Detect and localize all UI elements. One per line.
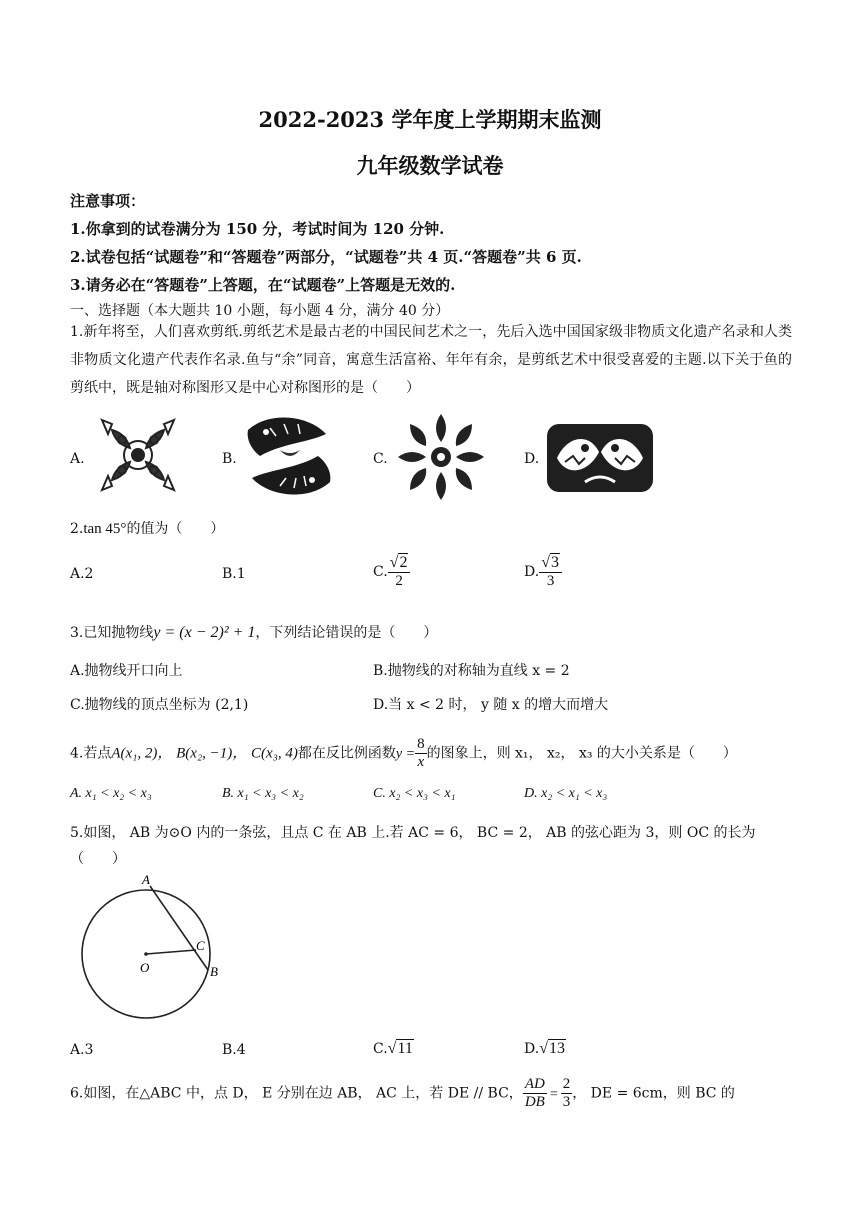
q4-option-b: B. x₁ < x₃ < x₂: [222, 786, 304, 801]
q4-points: A(x₁, 2)， B(x₂, −1)， C(x₃, 4): [111, 745, 298, 762]
fish-papercut-c-image: [390, 408, 492, 506]
q2-option-b: B.1: [222, 566, 246, 582]
notice-item-3: 3.请务必在“答题卷”上答题，在“试题卷”上答题是无效的.: [70, 276, 456, 294]
q2-option-d-denominator: 3: [546, 573, 555, 589]
q2-option-c: C. $\frac{√2}{2}$: [373, 554, 410, 590]
q4-stem: [70, 736, 737, 771]
notice-heading: 注意事项：: [70, 192, 146, 210]
q3-option-c: C.抛物线的顶点坐标为 (2,1): [70, 697, 249, 713]
q5-stem-line1: 5.如图， AB 为⊙O 内的一条弦，且点 C 在 AB 上.若 AC = 6， BC = 2， AB 的弦心距为 3，则 OC 的长为: [70, 825, 756, 841]
q3-stem: [70, 622, 437, 642]
q3-option-b: B.抛物线的对称轴为直线 x = 2: [373, 663, 570, 679]
fish-papercut-d-image: [545, 422, 655, 494]
q4-function-numerator: 8: [417, 736, 425, 752]
q4-function-lhs: y =: [395, 746, 416, 762]
label-o: O: [140, 960, 150, 975]
segment-oc: [146, 950, 196, 954]
q2-option-c-denominator: 2: [395, 573, 403, 589]
label-c: C: [196, 938, 205, 953]
notice-item-1: 1.你拿到的试卷满分为 150 分，考试时间为 120 分钟.: [70, 220, 445, 238]
q2-option-c-numerator: 2: [399, 554, 408, 571]
q4-function-denominator: x: [417, 754, 425, 770]
q5-option-a: A.3: [70, 1042, 94, 1058]
q2-stem: [70, 518, 224, 538]
q6-suffix: ， DE = 6cm，则 BC 的: [572, 1085, 735, 1102]
center-point: [144, 952, 148, 956]
q3-expression: y = (x − 2)² + 1: [153, 624, 256, 641]
q5-option-d-label: D.: [524, 1041, 540, 1057]
q3-suffix: ，下列结论错误的是（ ）: [255, 625, 438, 641]
exam-title: 2022-2023 学年度上学期期末监测: [258, 107, 602, 132]
exam-subtitle: 九年级数学试卷: [356, 153, 504, 178]
q4-option-c: C. x₂ < x₃ < x₁: [373, 786, 456, 801]
q5-stem-line2: （ ）: [70, 851, 126, 867]
q6-equals: =: [549, 1086, 558, 1102]
q1-option-a-label: A.: [70, 451, 85, 467]
q3-prefix: 3.已知抛物线: [70, 625, 154, 641]
q5-circle-figure: [74, 870, 244, 1030]
q4-option-a: A. x₁ < x₂ < x₃: [70, 786, 152, 801]
q5-option-d-value: 13: [548, 1040, 565, 1057]
q2-expression: tan 45°: [83, 521, 127, 537]
q4-prefix: 4.若点: [70, 745, 112, 762]
q1-option-b-label: B.: [222, 451, 237, 467]
q6-fraction2-denominator: 3: [562, 1094, 571, 1110]
q4-mid: 都在反比例函数: [297, 745, 396, 762]
q2-option-d: D. $\frac{√3}{3}$: [524, 554, 562, 590]
q1-option-c-label: C.: [373, 451, 388, 467]
q5-option-b: B.4: [222, 1042, 246, 1058]
q3-option-a: A.抛物线开口向上: [70, 663, 183, 679]
q2-option-a: A.2: [70, 566, 94, 582]
q5-option-c-label: C.: [373, 1041, 388, 1057]
q6-stem: [70, 1076, 735, 1111]
q6-fraction1-denominator: DB: [524, 1094, 545, 1110]
q2-option-c-label: C.: [373, 564, 388, 580]
label-b: B: [210, 964, 218, 979]
q2-suffix: 的值为（ ）: [126, 521, 225, 537]
fish-papercut-a-image: [92, 410, 184, 500]
q5-option-c-value: 11: [397, 1040, 413, 1057]
q4-option-d: D. x₂ < x₁ < x₃: [524, 786, 608, 801]
q5-option-d: D.√13: [524, 1040, 565, 1057]
notice-item-2: 2.试卷包括“试题卷”和“答题卷”两部分，“试题卷”共 4 页.“答题卷”共 6 页.: [70, 248, 582, 266]
q2-number: 2.: [70, 521, 84, 537]
q1-option-d-label: D.: [524, 451, 540, 467]
q4-suffix: 的图象上，则 x₁， x₂， x₃ 的大小关系是（ ）: [426, 745, 737, 762]
q6-fraction1-numerator: AD: [524, 1076, 545, 1092]
section-heading: 一、选择题（本大题共 10 小题，每小题 4 分，满分 40 分）: [70, 303, 450, 319]
label-a: A: [142, 872, 150, 887]
q3-option-d: D.当 x < 2 时， y 随 x 的增大而增大: [373, 697, 609, 713]
q1-text: 1.新年将至，人们喜欢剪纸.剪纸艺术是最古老的中国民间艺术之一，先后入选中国国家级非物质文化遗产名录和人类非物质文化遗产代表作名录.鱼与“余”同音，寓意生活富裕、年年有余，是剪纸艺术中很受喜爱的主题.以下关于鱼的剪纸中，既是轴对称图形又是中心对称图形的是（ ）: [70, 324, 792, 396]
fish-papercut-b-image: [240, 410, 338, 502]
q5-option-c: C.√11: [373, 1040, 413, 1057]
q6-prefix: 6.如图，在△ABC 中，点 D， E 分别在边 AB， AC 上，若 DE // BC，: [70, 1085, 523, 1102]
q2-option-d-numerator: 3: [550, 554, 559, 571]
q2-option-d-label: D.: [524, 564, 540, 580]
q6-fraction2-numerator: 2: [562, 1076, 571, 1092]
